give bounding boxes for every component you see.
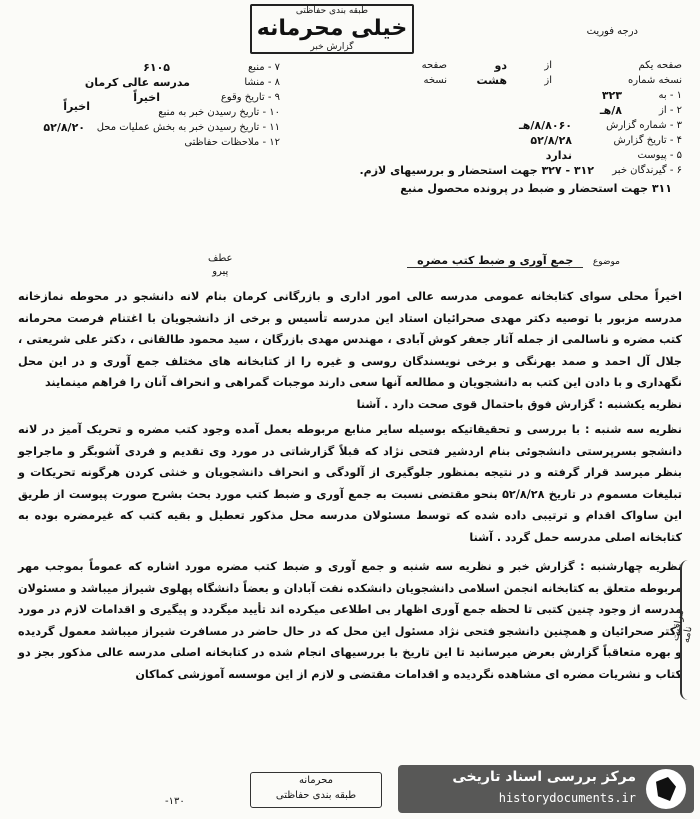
- subject-line: [260, 254, 620, 267]
- field-label: پیوست: [637, 150, 667, 161]
- field-value: ۵۲/۸/۲۸: [530, 134, 572, 147]
- report-body: [18, 286, 682, 685]
- page-number: ۱۳۰-: [165, 796, 185, 807]
- report-fields-right: [359, 58, 682, 196]
- field-suffix: صفحه: [421, 60, 447, 71]
- field-row: ۱۲ - ملاحظات حفاظتی: [184, 137, 280, 148]
- bottom-classification-stamp: [250, 772, 382, 808]
- field-row: ۱۱ - تاریخ رسیدن خبر به بخش عملیات محل ۵۲/۸/۲۰: [43, 121, 280, 134]
- stamp-main-text: خیلی محرمانه: [256, 16, 408, 41]
- field-row: ۱ - به ۳۲۳: [601, 89, 682, 102]
- field-row: ۱۰ - تاریخ رسیدن خبر به منبع اخیراً: [63, 100, 280, 118]
- field-num: ۷: [274, 62, 280, 73]
- field-label: به: [658, 90, 667, 101]
- field-label: صفحه یکم: [638, 60, 682, 71]
- field-mid: از: [544, 60, 552, 71]
- field-suffix: نسخه: [423, 75, 447, 86]
- field-mid: از: [544, 75, 552, 86]
- field-value: ۳۲۳: [601, 89, 622, 102]
- field-row: ۵ - پیوست ندارد: [545, 149, 682, 162]
- body-paragraph: نظریه سه شنبه : با بررسی و تحقیقاتیکه بوسیله سایر منابع مربوطه بعمل آمده وجود کتب مضره و تحریک آمیز در لانه دانشجو بسرپرستی دانشجوئی بنام اردشیر فتحی نژاد که قبلاً گزارشاتی در مورد وی تقدیم و فردی آشوبگر و ماجراجو بنظر میرسد قرار گرفته و در نتیجه بمنظور جلوگیری از آلودگی و انحراف دانشجویان و خنثی کردن هرگونه تحریکات و تبلیغات مسموم در تاریخ ۵۲/۸/۲۸ بنحو مقتضی نسبت به جمع آوری و ضبط کتب مورد بحث بشرح صورت پیوست از طریق این ساواک اقدام و ترتیبی داده شده که توسط مسئولان مدرسه محل مذکور تعطیل و بقیه کتب که غیرمضره بوده به کتابخانه اصلی مدرسه حمل گردد . آشنا: [18, 423, 682, 544]
- field-label: گیرندگان خبر: [612, 165, 667, 176]
- stamp-sub-text: طبقه بندی حفاظتی: [295, 6, 369, 16]
- field-label: نسخه شماره: [628, 75, 682, 86]
- field-value: ۸/هـ: [599, 104, 622, 117]
- field-value: هشت: [476, 74, 507, 87]
- field-num: ۲: [676, 105, 682, 116]
- field-num: ۳: [676, 120, 682, 131]
- bottom-stamp-main: محرمانه: [299, 775, 333, 786]
- followup-label: پیرو: [212, 266, 229, 277]
- body-paragraph: نظریه یکشنبه : گزارش فوق باحتمال قوی صحت دارد . آشنا: [356, 397, 682, 411]
- margin-handwritten-note: مراقبت نامه: [670, 609, 695, 644]
- reference-label: عطف: [208, 253, 233, 264]
- field-label: تاریخ رسیدن خبر به منبع: [158, 107, 260, 118]
- field-label: منشا: [244, 77, 265, 88]
- field-num: ۴: [676, 135, 682, 146]
- archive-watermark: [398, 765, 694, 813]
- field-num: ۱۰: [269, 107, 280, 118]
- field-row: [382, 178, 682, 196]
- field-value: ندارد: [545, 149, 572, 162]
- field-row: ۲ - از ۸/هـ: [599, 104, 682, 117]
- field-row: [382, 58, 682, 73]
- field-row: [382, 73, 682, 88]
- field-value: ۶۱۰۵: [143, 61, 170, 74]
- subject-value: جمع آوری و ضبط کتب مضره: [407, 254, 583, 268]
- field-value: ۳۱۲ - ۳۲۷ جهت استحضار و بررسیهای لازم.: [359, 164, 594, 177]
- field-num: ۱۱: [269, 122, 280, 133]
- field-value: دو: [494, 59, 507, 72]
- field-row: ۳ - شماره گزارش ۸/۸۰۶۰/هـ: [519, 119, 682, 132]
- priority-label: درجه فوریت: [586, 26, 638, 37]
- watermark-title: مرکز بررسی اسناد تاریخی: [452, 769, 636, 785]
- field-label: ملاحظات حفاظتی: [184, 137, 260, 148]
- field-row: ۹ - تاریخ وقوع اخیراً: [133, 91, 280, 104]
- field-num: ۹: [274, 92, 280, 103]
- stamp-report-text: گزارش خبر: [310, 42, 354, 52]
- body-paragraph: نظریه چهارشنبه : گزارش خبر و نظریه سه شنبه و جمع آوری و ضبط کتب مضره مورد اشاره که عموماً بموجب مهر مربوطه متعلق به کتابخانه انجمن اسلامی دانشجویان دانشکده نفت آبادان و بعضاً دانشگاه پهلوی شیراز میباشد و مسئولان مدرسه از وجود چنین کتبی تا لحظه جمع آوری اظهار بی اطلاعی میکرده اند تأیید میگردد و پیگیری و اقدامات لازم در مورد دکتر صحرائیان و همچنین دانشجو فتحی نژاد مسئول این محل که در حال حاضر در مسافرت شیراز میباشد معمول گردیده و بهره متعاقباً گزارش بعرض میرسانید تا این تاریخ با بررسیهای انجام شده در کتابخانه اصلی مدرسه عالی مذکور بجز دو کتاب و نشریات مضره ای مشاهده نگردیده و اقدامات مقتضی و لازم از این موسسه آموزشی کماکان: [18, 560, 682, 681]
- field-num: ۶: [676, 165, 682, 176]
- report-fields-left: [20, 60, 280, 150]
- field-value: ۵۲/۸/۲۰: [43, 121, 85, 134]
- field-num: ۱: [676, 90, 682, 101]
- field-value: ۳۱۱ جهت استحضار و ضبط در پرونده محصول منبع: [400, 182, 672, 195]
- body-paragraph: اخیراً محلی سوای کتابخانه عمومی مدرسه عالی امور اداری و بازرگانی کرمان بنام لانه دانشجو در محوطه نمازخانه مدرسه مزبور با توصیه دکتر مهدی صحرائیان استاد این مدرسه تأسیس و برخی از دانشجویان با اغتنام فرصت محرمانه کتب مضره و ناسالمی از جمله آثار جعفر کوش آبادی ، مهندس مهدی بازرگان ، سید محمود طالقانی ، دکتر علی شریعتی ، جلال آل احمد و صمد بهرنگی و برخی نویسندگان روسی و غیره را از کتابخانه های مختلف جمع آوری و در این محل نگهداری و با دادن این کتب به دانشجویان و مطالعه آنها سعی دارند موجبات گمراهی و انحراف آنان را فراهم مینمایند: [18, 290, 682, 389]
- bottom-stamp-sub: طبقه بندی حفاظتی: [275, 790, 357, 801]
- field-row: ۷ - منبع ۶۱۰۵: [143, 61, 280, 74]
- reference-box: [208, 252, 233, 278]
- field-label: تاریخ وقوع: [220, 92, 265, 103]
- classification-stamp: [250, 4, 414, 54]
- field-label: از: [659, 105, 667, 116]
- watermark-url: historydocuments.ir: [498, 791, 636, 805]
- field-value: اخیراً: [63, 100, 90, 113]
- field-label: منبع: [247, 62, 265, 73]
- field-num: ۸: [274, 77, 280, 88]
- field-label: شماره گزارش: [606, 120, 667, 131]
- field-value: ۸/۸۰۶۰/هـ: [519, 119, 572, 132]
- field-row: ۸ - منشا مدرسه عالی کرمان: [84, 76, 280, 89]
- field-row: ۴ - تاریخ گزارش ۵۲/۸/۲۸: [530, 134, 682, 147]
- subject-label: موضوع: [592, 257, 620, 267]
- field-num: ۵: [676, 150, 682, 161]
- field-label: تاریخ گزارش: [613, 135, 667, 146]
- archive-logo-icon: [646, 769, 686, 809]
- field-label: تاریخ رسیدن خبر به بخش عملیات محل: [96, 122, 260, 133]
- field-value: اخیراً: [133, 91, 160, 104]
- field-value: مدرسه عالی کرمان: [84, 76, 190, 89]
- field-num: ۱۲: [269, 137, 280, 148]
- field-row: ۶ - گیرندگان خبر ۳۱۲ - ۳۲۷ جهت استحضار و بررسیهای لازم.: [359, 164, 682, 177]
